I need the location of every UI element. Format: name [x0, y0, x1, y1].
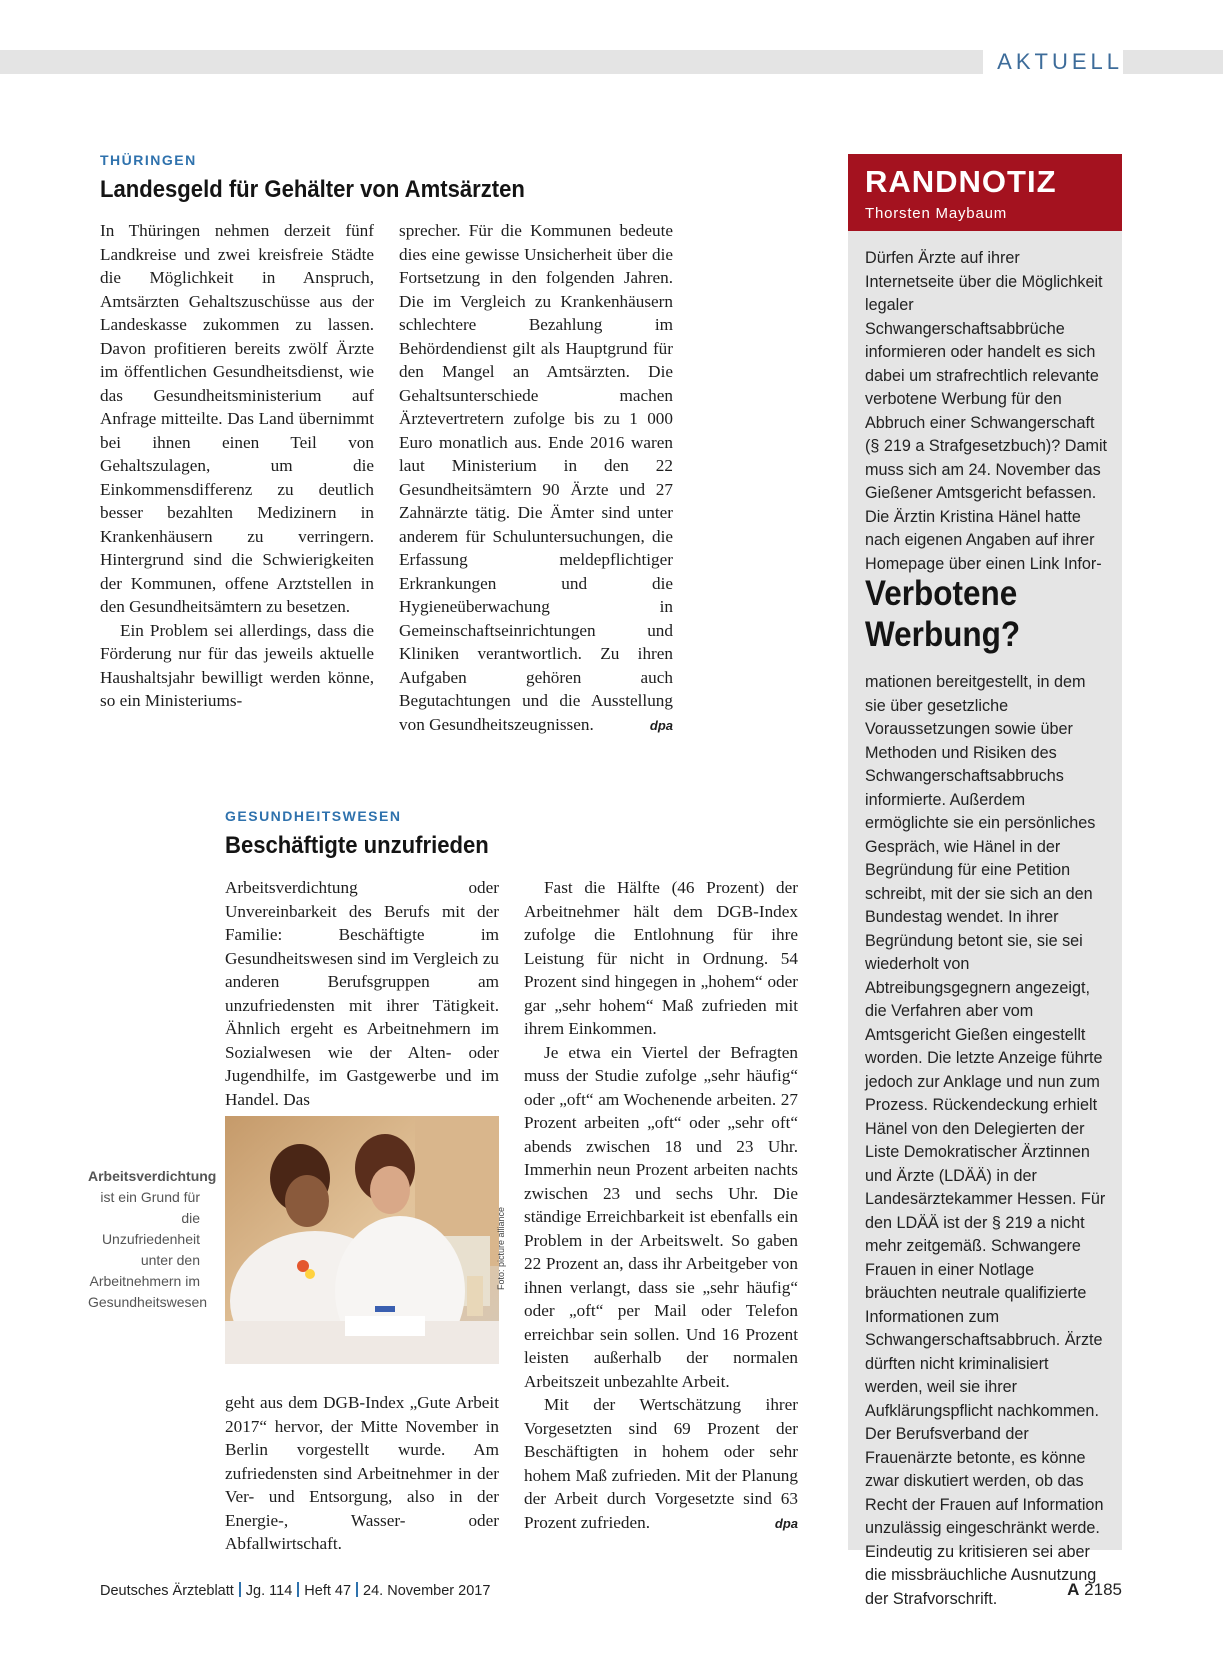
- randnotiz-title: RANDNOTIZ: [865, 164, 1057, 199]
- article1-column-1: [100, 219, 374, 713]
- randnotiz-text-top: [865, 247, 1109, 576]
- randnotiz-paragraph: mationen bereitgestellt, in dem sie über gesetzliche Voraussetzungen sowie über Methoden und Risiken des Schwangerschaftsabbruchs informierte. Außerdem ermöglichte sie ein persönliches Gespräch, wie Hänel in der Begründung für eine Petition schreibt, mit der sie sich an den Bundestag wendet. In ihrer Begründung betont sie, sie sei wiederholt von Abtreibungsgegnern angezeigt, die Verfahren aber vom Amtsgericht Gießen eingestellt worden. Die letzte Anzeige führte jedoch zur Anklage und nun zum Prozess. Rückendeckung erhielt Hänel von den Delegierten der Liste Demokratischer Ärztinnen und Ärzte (LDÄÄ) in der Landesärztekammer Hessen. Für den LDÄÄ ist der § 219 a nicht mehr zeitgemäß. Schwangere Frauen in einer Notlage bräuchten neutrale qualifizierte Informationen zum Schwangerschaftsabbruch. Ärzte dürften nicht kriminalisiert werden, weil sie ihrer Aufklärungspflicht nachkommen. Der Berufsverband der Frauenärzte betonte, es könne zwar diskutiert werden, ob das Recht der Frauen auf Information unzulässig eingeschränkt werde. Eindeutig zu kritisieren sei aber die missbräuchliche Ausnutzung der Strafvorschrift.: [865, 673, 1106, 1608]
- article2-column-2: [524, 876, 798, 1534]
- article2-headline: Beschäftigte unzufrieden: [225, 832, 489, 859]
- article1-column-2: [399, 219, 673, 736]
- article2-paragraph: Arbeitsverdichtung oder Unvereinbarkeit des Berufs mit der Familie: Beschäftigte im Gesundheitswesen sind im Vergleich zu anderen Berufsgruppen am unzufriedensten mit ihrer Tätigkeit. Ähnlich ergeht es Arbeitnehmern im Sozialwesen wie der Alten- oder Jugendhilfe, im Gastgewerbe und im Handel. Das: [225, 878, 499, 1109]
- caption-bold: Arbeitsverdichtung: [88, 1168, 217, 1184]
- nurses-photo-illustration: [225, 1116, 499, 1364]
- article-photo: [225, 1116, 499, 1364]
- randnotiz-header: [848, 154, 1122, 231]
- page-number: [1067, 1580, 1122, 1600]
- article1-col2-text: sprecher. Für die Kommunen bedeute dies eine gewisse Unsicherheit über die Fortsetzung in den folgenden Jahren. Die im Vergleich zu Krankenhäusern schlechtere Bezahlung im Behördendienst gilt als Hauptgrund für den Mangel an Amtsärzten. Die Gehaltsunterschiede machen Ärztevertretern zufolge bis zu 1 000 Euro monatlich aus. Ende 2016 waren laut Ministerium in den 22 Gesundheitsämtern 90 Ärzte und 27 Zahnärzte tätig. Die Ämter sind unter anderem für Schuluntersuchungen, die Erfassung meldepflichtiger Erkrankungen und die Hygieneüberwachung in Gemeinschaftseinrichtungen und Kliniken verantwortlich. Zu ihren Aufgaben gehören auch Begutachtungen und die Ausstellung von Gesundheitszeugnissen.: [399, 221, 673, 734]
- article1-paragraph: In Thüringen nehmen derzeit fünf Landkreise und zwei kreisfreie Städte die Möglichkeit in Anspruch, Amtsärzten Gehaltszuschüsse aus der Landeskasse zukommen zu lassen. Davon profitieren bereits zwölf Ärzte im öffentlichen Gesundheitsdienst, wie das Gesundheitsministerium auf Anfrage mitteilte. Das Land übernimmt bei ihnen einen Teil von Gehaltszulagen, um die Einkommensdifferenz zu deutlich besser bezahlten Medizinern in Krankenhäusern zu verringern. Hintergrund sind die Schwierigkeiten der Kommunen, offene Arztstellen in den Gesundheitsämtern zu besetzen.: [100, 221, 374, 616]
- randnotiz-paragraph: Dürfen Ärzte auf ihrer Internetseite über die Möglichkeit legaler Schwangerschaftsabbrüche informieren oder handelt es sich dabei um strafrechtlich relevante verbotene Werbung für den Abbruch einer Schwangerschaft (§ 219 a Strafgesetzbuch)? Damit muss sich am 24. November das Gießener Amtsgericht befassen. Die Ärztin Kristina Hänel hatte nach eigenen Angaben auf ihrer Homepage über einen Link Infor-: [865, 249, 1108, 573]
- article2-paragraph: Je etwa ein Viertel der Befragten muss der Studie zufolge „sehr häufig“ oder „oft“ am Wochenende arbeiten. 27 Prozent arbeiten „oft“ oder „sehr oft“ abends zwischen 18 und 23 Uhr. Immerhin neun Prozent arbeiten nachts zwischen 23 und sechs Uhr. Die ständige Erreichbarkeit ist ebenfalls ein Problem in der Arbeitswelt. So gaben 22 Prozent an, dass ihr Arbeitgeber von ihnen verlangt, dass sie „sehr häufig“ oder „oft“ per Mail oder Telefon erreichbar sein sollen. Und 16 Prozent leisten außerhalb der normalen Arbeitszeit unbezahlte Arbeit.: [524, 1042, 798, 1391]
- article1-agency: dpa: [649, 717, 673, 733]
- photo-credit: Foto: picture alliance: [496, 1206, 506, 1290]
- page-number-value: 2185: [1084, 1580, 1122, 1599]
- article2-paragraph: geht aus dem DGB-Index „Gute Arbeit 2017“ hervor, der Mitte November in Berlin vorgestellt wurde. Am zufriedensten sind Arbeitnehmer in der Ver- und Entsorgung, also in der Energie-, Wasser- oder Abfallwirtschaft.: [225, 1393, 499, 1553]
- journal-date: 24. November 2017: [363, 1583, 491, 1599]
- randnotiz-author: Thorsten Maybaum: [865, 205, 1008, 222]
- article2-agency: dpa: [774, 1515, 798, 1531]
- footer: [100, 1582, 490, 1599]
- article2-paragraph: [524, 1393, 798, 1534]
- section-label: AKTUELL: [983, 48, 1123, 76]
- journal-volume: Jg. 114: [245, 1583, 293, 1599]
- photo-caption: [88, 1166, 217, 1313]
- page-prefix: A: [1067, 1580, 1080, 1599]
- journal-name: Deutsches Ärzteblatt: [100, 1583, 234, 1599]
- randnotiz-headline-line-2: Werbung?: [865, 615, 1021, 654]
- article1-paragraph: Ein Problem sei allerdings, dass die Förderung nur für das jeweils aktuelle Haushaltsjahr bewilligt werden könne, so ein Ministeriums-: [100, 620, 374, 710]
- article1-paragraph: [399, 219, 673, 736]
- journal-issue: Heft 47: [304, 1583, 352, 1599]
- article1-kicker: THÜRINGEN: [100, 152, 197, 168]
- footer-separator: [297, 1582, 299, 1597]
- article2-last-text: Mit der Wertschätzung ihrer Vorgesetzten sind 69 Prozent der Beschäftigten in hohem oder sehr hohem Maß zufrieden. Mit der Planung der Arbeit durch Vorgesetzte sind 63 Prozent zufrieden.: [524, 1395, 798, 1532]
- article1-headline: Landesgeld für Gehälter von Amtsärzten: [100, 176, 525, 203]
- article2-kicker: GESUNDHEITSWESEN: [225, 808, 402, 824]
- caption-text: ist ein Grund für die Unzufriedenheit unter den Arbeitnehmern im Gesundheitswesen: [88, 1189, 208, 1310]
- article2-paragraph: Fast die Hälfte (46 Prozent) der Arbeitnehmer hält dem DGB-Index zufolge die Entlohnung für ihre Leistung für nicht in Ordnung. 54 Prozent sind hingegen in „hohem“ oder gar „sehr hohem“ Maß zufrieden mit ihrem Einkommen.: [524, 878, 798, 1038]
- article2-column-1-bottom: [225, 1391, 499, 1556]
- randnotiz-headline-line-1: Verbotene: [865, 574, 1018, 613]
- randnotiz-text-bottom: [865, 671, 1109, 1611]
- footer-separator: [356, 1582, 358, 1597]
- article2-column-1-top: [225, 876, 499, 1111]
- footer-separator: [239, 1582, 241, 1597]
- randnotiz-headline: [865, 573, 1020, 655]
